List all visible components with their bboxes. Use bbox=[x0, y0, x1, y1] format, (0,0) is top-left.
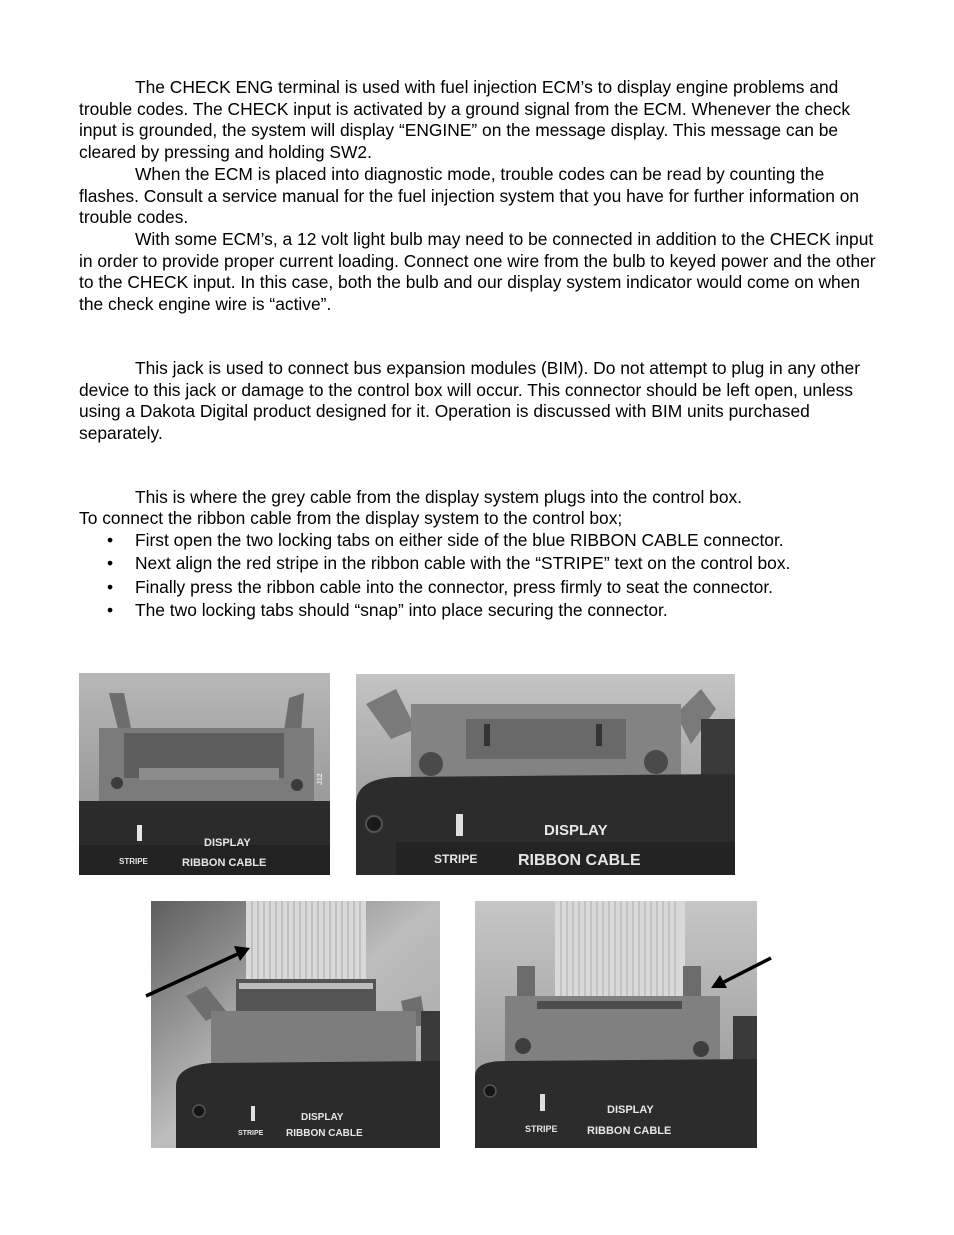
connector-mark-label: J12 bbox=[317, 773, 324, 785]
ribbon-cable-label: RIBBON CABLE bbox=[518, 852, 641, 869]
bullet-icon: • bbox=[107, 553, 114, 574]
paragraph-diagnostic: When the ECM is placed into diagnostic mode, trouble codes can be read by counting the flashes. Consult a service manual for the fuel injection system that you have for further information on trouble codes. bbox=[79, 164, 860, 228]
stripe-label: STRIPE bbox=[434, 852, 478, 866]
stripe-label: STRIPE bbox=[119, 857, 148, 866]
bullet-icon: • bbox=[107, 530, 114, 550]
ribbon-cable-label: RIBBON CABLE bbox=[286, 1128, 363, 1139]
photo-tabs-snapped-image bbox=[475, 901, 757, 1148]
ribbon-cable-label: RIBBON CABLE bbox=[587, 1125, 672, 1137]
paragraph-bim: This jack is used to connect bus expansion modules (BIM). Do not attempt to plug in any other device to this jack or damage to the control box will occur. This connector should be left open, unless using a Dakota Digital product designed for it. Operation is discussed with BIM units purchased separately. bbox=[79, 358, 860, 443]
photo-connector-tabs-open bbox=[79, 673, 330, 875]
paragraph-grey-cable: This is where the grey cable from the display system plugs into the control box. bbox=[135, 487, 743, 507]
instruction-list bbox=[79, 529, 879, 622]
list-item: • First open the two locking tabs on either side of the blue RIBBON CABLE connector. bbox=[79, 529, 879, 552]
stripe-label: STRIPE bbox=[238, 1130, 264, 1137]
photo-connector-tabs-open-image bbox=[79, 673, 330, 875]
list-item: • The two locking tabs should “snap” into place securing the connector. bbox=[79, 599, 879, 622]
ribbon-cable-label: RIBBON CABLE bbox=[182, 857, 267, 869]
photo-tabs-snapped bbox=[475, 901, 757, 1148]
bullet-icon: • bbox=[107, 576, 114, 597]
display-label: DISPLAY bbox=[301, 1112, 344, 1123]
paragraph-bulb: With some ECM’s, a 12 volt light bulb may need to be connected in addition to the CHECK input in order to provide proper current loading. Connect one wire from the bulb to keyed power and the other to the CHECK input. In this case, both the bulb and our display system indicator would come on when the check engine wire is “active”. bbox=[79, 229, 876, 314]
paragraph-check-eng: The CHECK ENG terminal is used with fuel injection ECM’s to display engine problems and trouble codes. The CHECK input is activated by a ground signal from the ECM. Whenever the check input is grounded, the system will display “ENGINE” on the message display. This message can be cleared by pressing and holding SW2. bbox=[79, 77, 851, 162]
list-item: • Finally press the ribbon cable into the connector, press firmly to seat the connector. bbox=[79, 576, 879, 599]
display-label: DISPLAY bbox=[544, 822, 608, 839]
photo-connector-wide-image bbox=[356, 674, 735, 875]
display-label: DISPLAY bbox=[607, 1104, 654, 1116]
paragraph-ribbon-intro: To connect the ribbon cable from the display system to the control box; bbox=[79, 508, 623, 528]
list-item: • Next align the red stripe in the ribbon cable with the “STRIPE” text on the control box. bbox=[79, 552, 879, 575]
photo-ribbon-inserted bbox=[151, 901, 440, 1148]
display-label: DISPLAY bbox=[204, 837, 251, 849]
photo-ribbon-inserted-image bbox=[151, 901, 440, 1148]
photo-connector-wide bbox=[356, 674, 735, 875]
stripe-label: STRIPE bbox=[525, 1124, 558, 1134]
bullet-icon: • bbox=[107, 599, 114, 620]
